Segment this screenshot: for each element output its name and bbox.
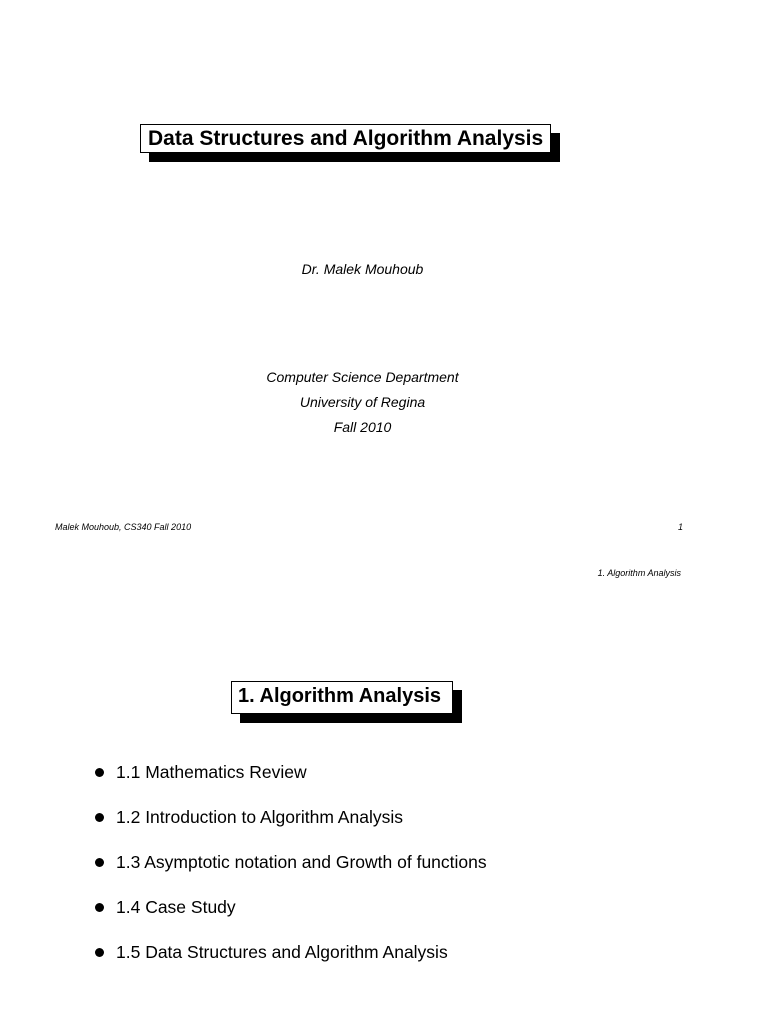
bullet-icon — [95, 768, 104, 777]
outline-item — [95, 895, 487, 940]
outline-item-label: 1.1 Mathematics Review — [116, 762, 307, 782]
outline-item-label: 1.5 Data Structures and Algorithm Analysis — [116, 942, 448, 962]
outline-item-label: 1.2 Introduction to Algorithm Analysis — [116, 807, 403, 827]
outline-item — [95, 940, 487, 985]
university: University of Regina — [299, 394, 426, 410]
bullet-icon — [95, 948, 104, 957]
outline-item-label: 1.4 Case Study — [116, 897, 236, 917]
slide-title: Data Structures and Algorithm Analysis — [140, 124, 551, 153]
section-title: 1. Algorithm Analysis — [231, 681, 453, 714]
page-number: 1 — [678, 522, 684, 532]
bullet-icon — [95, 813, 104, 822]
outline-item-label: 1.3 Asymptotic notation and Growth of functions — [116, 852, 487, 872]
bullet-icon — [95, 903, 104, 912]
outline-item — [95, 850, 487, 895]
outline-item — [95, 760, 487, 805]
term: Fall 2010 — [333, 419, 392, 435]
outline-item — [95, 805, 487, 850]
outline-list — [95, 760, 487, 985]
author-name: Dr. Malek Mouhoub — [301, 261, 424, 277]
bullet-icon — [95, 858, 104, 867]
slide-footer: Malek Mouhoub, CS340 Fall 2010 — [55, 522, 192, 532]
running-header: 1. Algorithm Analysis — [597, 568, 681, 578]
department: Computer Science Department — [266, 369, 459, 385]
